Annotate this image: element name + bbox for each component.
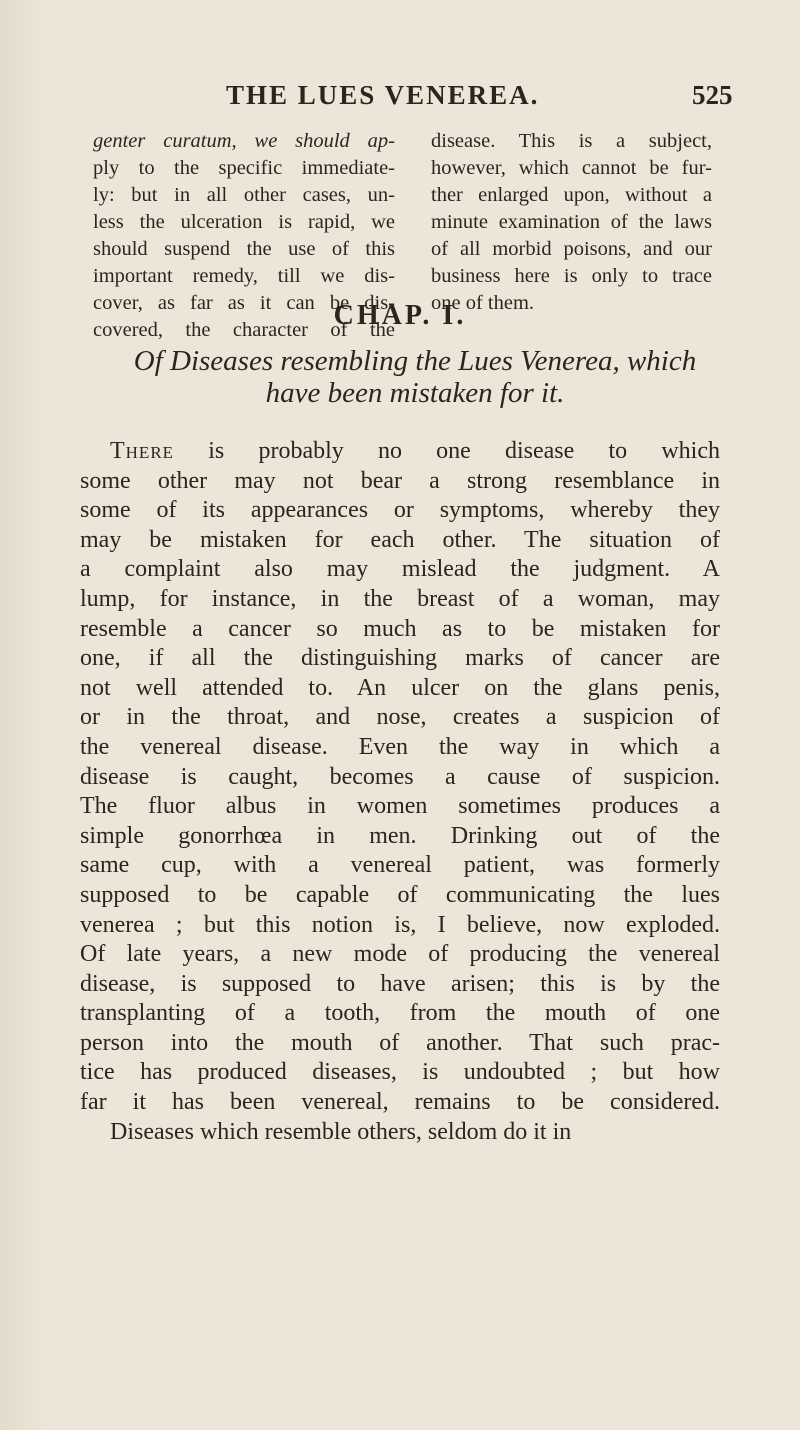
subtitle-line: Of Diseases resembling the Lues Venerea, which bbox=[133, 345, 697, 377]
text-line: the venereal disease. Even the way in which a bbox=[80, 733, 720, 760]
text-line: The fluor albus in women sometimes produces a bbox=[80, 793, 720, 820]
right-column bbox=[431, 128, 712, 317]
text-line: one, if all the distinguishing marks of cancer are bbox=[80, 645, 720, 672]
drop-word: There bbox=[110, 438, 175, 464]
running-head bbox=[0, 80, 800, 120]
text-line: important remedy, till we dis- bbox=[93, 265, 395, 287]
text-line: tice has produced diseases, is undoubted ; but how bbox=[80, 1059, 720, 1086]
text-line: ply to the specific immediate- bbox=[93, 157, 395, 179]
text-line: some of its appearances or symptoms, whereby they bbox=[80, 497, 720, 524]
text-line: simple gonorrhœa in men. Drinking out of the bbox=[80, 822, 720, 849]
text-line: venerea ; but this notion is, I believe, now exploded. bbox=[80, 911, 720, 938]
text-line: covered, the character of the bbox=[93, 319, 395, 341]
text-line: ly: but in all other cases, un- bbox=[93, 184, 395, 206]
text-line: person into the mouth of another. That such prac- bbox=[80, 1029, 720, 1056]
text-line: far it has been venereal, remains to be considered. bbox=[80, 1089, 720, 1116]
page-edge-shadow bbox=[0, 0, 48, 1430]
text-line: lump, for instance, in the breast of a woman, may bbox=[80, 585, 720, 612]
text-line: should suspend the use of this bbox=[93, 238, 395, 260]
text-line: minute examination of the laws bbox=[431, 211, 712, 233]
subtitle-line: have been mistaken for it. bbox=[265, 377, 565, 409]
text-line: one of them. bbox=[431, 292, 535, 314]
text-line: of all morbid poisons, and our bbox=[431, 238, 712, 260]
text-line: disease is caught, becomes a cause of suspicion. bbox=[80, 763, 720, 790]
first-line-rest: is probably no one disease to which bbox=[208, 438, 720, 464]
body-paragraph bbox=[80, 437, 720, 1147]
page-number: 525 bbox=[692, 80, 733, 110]
text-line: Diseases which resemble others, seldom do it in bbox=[110, 1118, 572, 1145]
text-line: disease, is supposed to have arisen; this is by the bbox=[80, 970, 720, 997]
text-line: not well attended to. An ulcer on the glans penis, bbox=[80, 674, 720, 701]
text-line: resemble a cancer so much as to be mistaken for bbox=[80, 615, 720, 642]
text-line: genter curatum, we should ap- bbox=[93, 130, 395, 152]
chapter-heading: CHAP. I. bbox=[333, 300, 467, 331]
text-line: some other may not bear a strong resemblance in bbox=[80, 467, 720, 494]
text-line: a complaint also may mislead the judgment. A bbox=[80, 556, 720, 583]
text-line bbox=[80, 437, 720, 467]
running-head-title: THE LUES VENEREA. bbox=[226, 80, 540, 110]
text-line: less the ulceration is rapid, we bbox=[93, 211, 395, 233]
text-line: disease. This is a subject, bbox=[431, 130, 712, 152]
text-line: or in the throat, and nose, creates a suspicion of bbox=[80, 704, 720, 731]
chapter-subtitle bbox=[100, 345, 730, 409]
text-line: same cup, with a venereal patient, was formerly bbox=[80, 852, 720, 879]
text-line: cover, as far as it can be dis- bbox=[93, 292, 395, 314]
text-line: Of late years, a new mode of producing the venereal bbox=[80, 941, 720, 968]
text-line: supposed to be capable of communicating the lues bbox=[80, 881, 720, 908]
text-line: ther enlarged upon, without a bbox=[431, 184, 712, 206]
text-line: may be mistaken for each other. The situation of bbox=[80, 526, 720, 553]
text-line: business here is only to trace bbox=[431, 265, 712, 287]
text-line: however, which cannot be fur- bbox=[431, 157, 712, 179]
text-line: transplanting of a tooth, from the mouth of one bbox=[80, 1000, 720, 1027]
